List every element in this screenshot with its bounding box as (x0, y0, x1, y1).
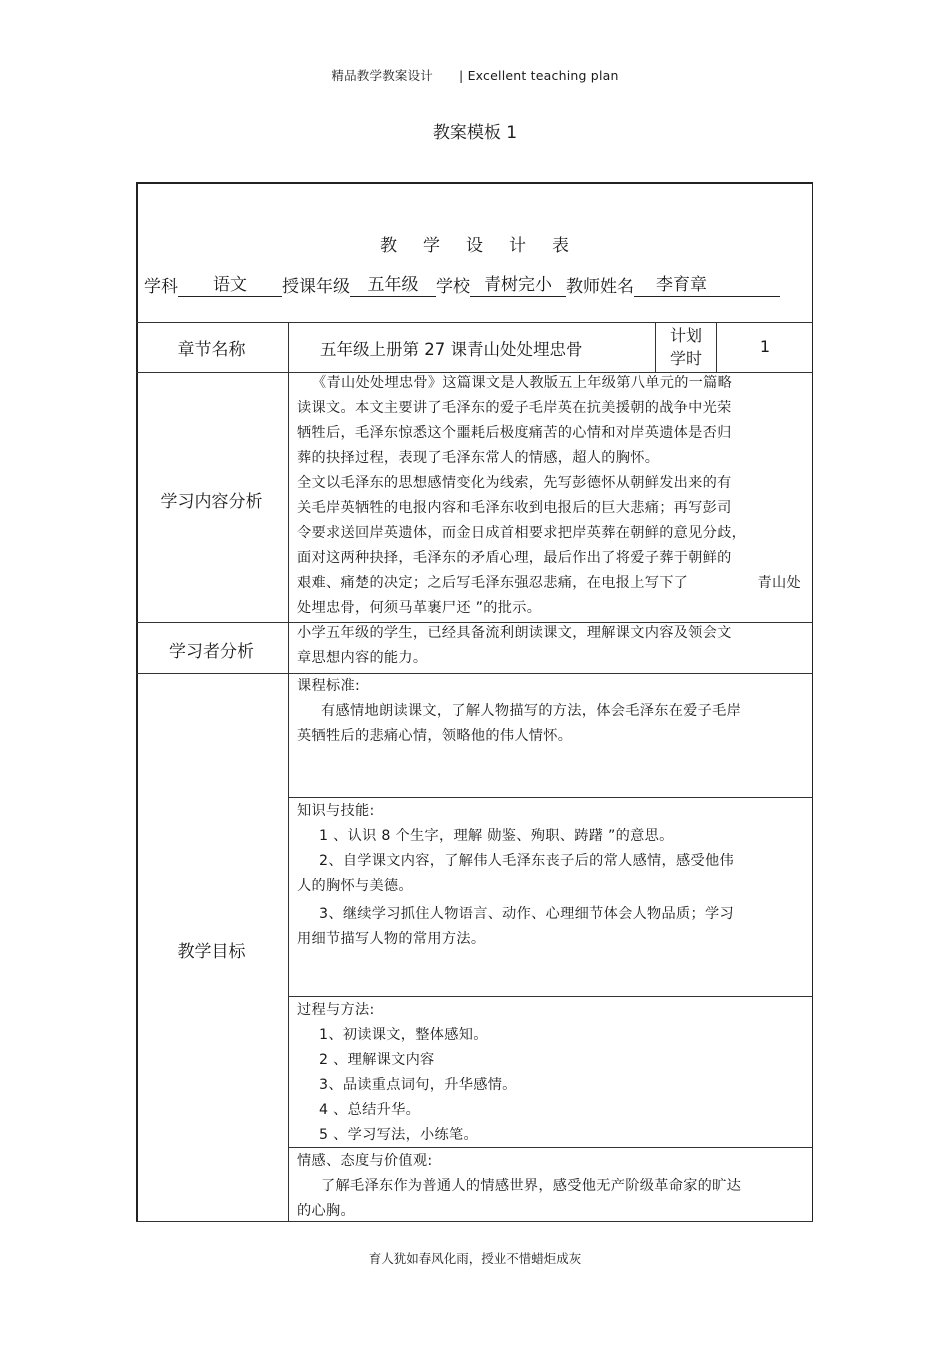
text-line: 令要求送回岸英遗体，而金日成首相要求把岸英葬在朝鲜的意见分歧， (297, 525, 747, 541)
content-analysis-label: 学习内容分析 (160, 492, 263, 512)
text-line: 《青山处处埋忠骨》这篇课文是人教版五上年级第八单元的一篇略 (312, 375, 733, 391)
chapter-value: 五年级上册第 27 课青山处处埋忠骨 (320, 340, 583, 359)
teacher-value: 李育章 (634, 270, 780, 297)
school-value: 青树完小 (470, 270, 566, 297)
process-item: 3、品读重点词句，升华感情。 (319, 1077, 517, 1093)
document-title: 教案模板 1 (432, 123, 518, 143)
text-line: 章思想内容的能力。 (297, 650, 428, 666)
subject-value: 语文 (178, 270, 282, 297)
text-line: 处埋忠骨，何须马革裹尸还 ”的批示。 (297, 600, 542, 616)
row-divider (136, 322, 813, 323)
meta-row (144, 270, 780, 297)
text-line: 艰难、痛楚的决定；之后写毛泽东强忍悲痛，在电报上写下了 青山处 (297, 575, 801, 591)
knowledge-skills (297, 799, 809, 952)
row-divider (288, 996, 813, 997)
school-label: 学校 (436, 277, 470, 297)
teacher-label: 教师姓名 (566, 277, 634, 297)
grade-label: 授课年级 (282, 277, 350, 297)
planned-hours-label: 计划 学时 (669, 326, 702, 368)
process-item: 5 、学习写法，小练笔。 (319, 1127, 479, 1143)
knowledge-item-1: 1 、认识 8 个生字，理解 勋鉴、殉职、踌躇 ”的意思。 (319, 828, 674, 844)
text-line: 牺牲后，毛泽东惊悉这个噩耗后极度痛苦的心情和对岸英遗体是否归 (297, 425, 732, 441)
row-divider (288, 797, 813, 798)
emotion-heading: 情感、态度与价值观: (297, 1153, 433, 1169)
teaching-goals-label: 教学目标 (177, 942, 246, 962)
text-line: 的心胸。 (297, 1203, 355, 1219)
knowledge-item-3: 3、继续学习抓住人物语言、动作、心理细节体会人物品质；学习 (319, 906, 734, 922)
process-item: 2 、理解课文内容 (319, 1052, 435, 1068)
subject-label: 学科 (144, 277, 178, 297)
learner-analysis-text (297, 621, 809, 671)
process-item: 1、初读课文，整体感知。 (319, 1027, 488, 1043)
learner-analysis-label: 学习者分析 (169, 642, 254, 662)
chapter-label: 章节名称 (177, 340, 246, 360)
page-footer: 育人犹如春风化雨，授业不惜蜡炬成灰 (368, 1251, 582, 1266)
emotion-values (297, 1149, 809, 1224)
content-analysis-text (297, 371, 809, 621)
text-line: 人的胸怀与美德。 (297, 878, 413, 894)
grade-value: 五年级 (350, 270, 436, 297)
text-line: 全文以毛泽东的思想感情变化为线索，先写彭德怀从朝鲜发出来的有 (297, 475, 732, 491)
curriculum-heading: 课程标准: (297, 678, 361, 694)
text-line: 有感情地朗读课文，了解人物描写的方法，体会毛泽东在爱子毛岸 (321, 703, 742, 719)
knowledge-heading: 知识与技能: (297, 803, 375, 819)
knowledge-item-2: 2、自学课文内容，了解伟人毛泽东丧子后的常人感情，感受他伟 (319, 853, 734, 869)
page-header (0, 66, 950, 84)
text-line: 了解毛泽东作为普通人的情感世界，感受他无产阶级革命家的旷达 (321, 1178, 742, 1194)
column-divider (288, 322, 289, 1222)
text-line: 面对这两种抉择，毛泽东的矛盾心理，最后作出了将爱子葬于朝鲜的 (297, 550, 732, 566)
text-line: 葬的抉择过程，表现了毛泽东常人的情感，超人的胸怀。 (297, 450, 660, 466)
planned-hours-value: 1 (759, 337, 771, 356)
header-en: | Excellent teaching plan (459, 68, 619, 83)
process-heading: 过程与方法: (297, 1002, 375, 1018)
header-cn: 精品教学教案设计 (331, 68, 433, 83)
text-line: 关毛岸英牺牲的电报内容和毛泽东收到电报后的巨大悲痛；再写彭司 (297, 500, 732, 516)
process-methods (297, 998, 809, 1148)
text-line: 小学五年级的学生，已经具备流利朗读课文，理解课文内容及领会文 (297, 625, 732, 641)
process-item: 4 、总结升华。 (319, 1102, 421, 1118)
text-line: 英牺牲后的悲痛心情，领略他的伟人情怀。 (297, 728, 573, 744)
table-title: 教学设计表 (380, 236, 595, 256)
text-line: 读课文。本文主要讲了毛泽东的爱子毛岸英在抗美援朝的战争中光荣 (297, 400, 732, 416)
curriculum-standard (297, 674, 809, 749)
text-line: 用细节描写人物的常用方法。 (297, 931, 486, 947)
